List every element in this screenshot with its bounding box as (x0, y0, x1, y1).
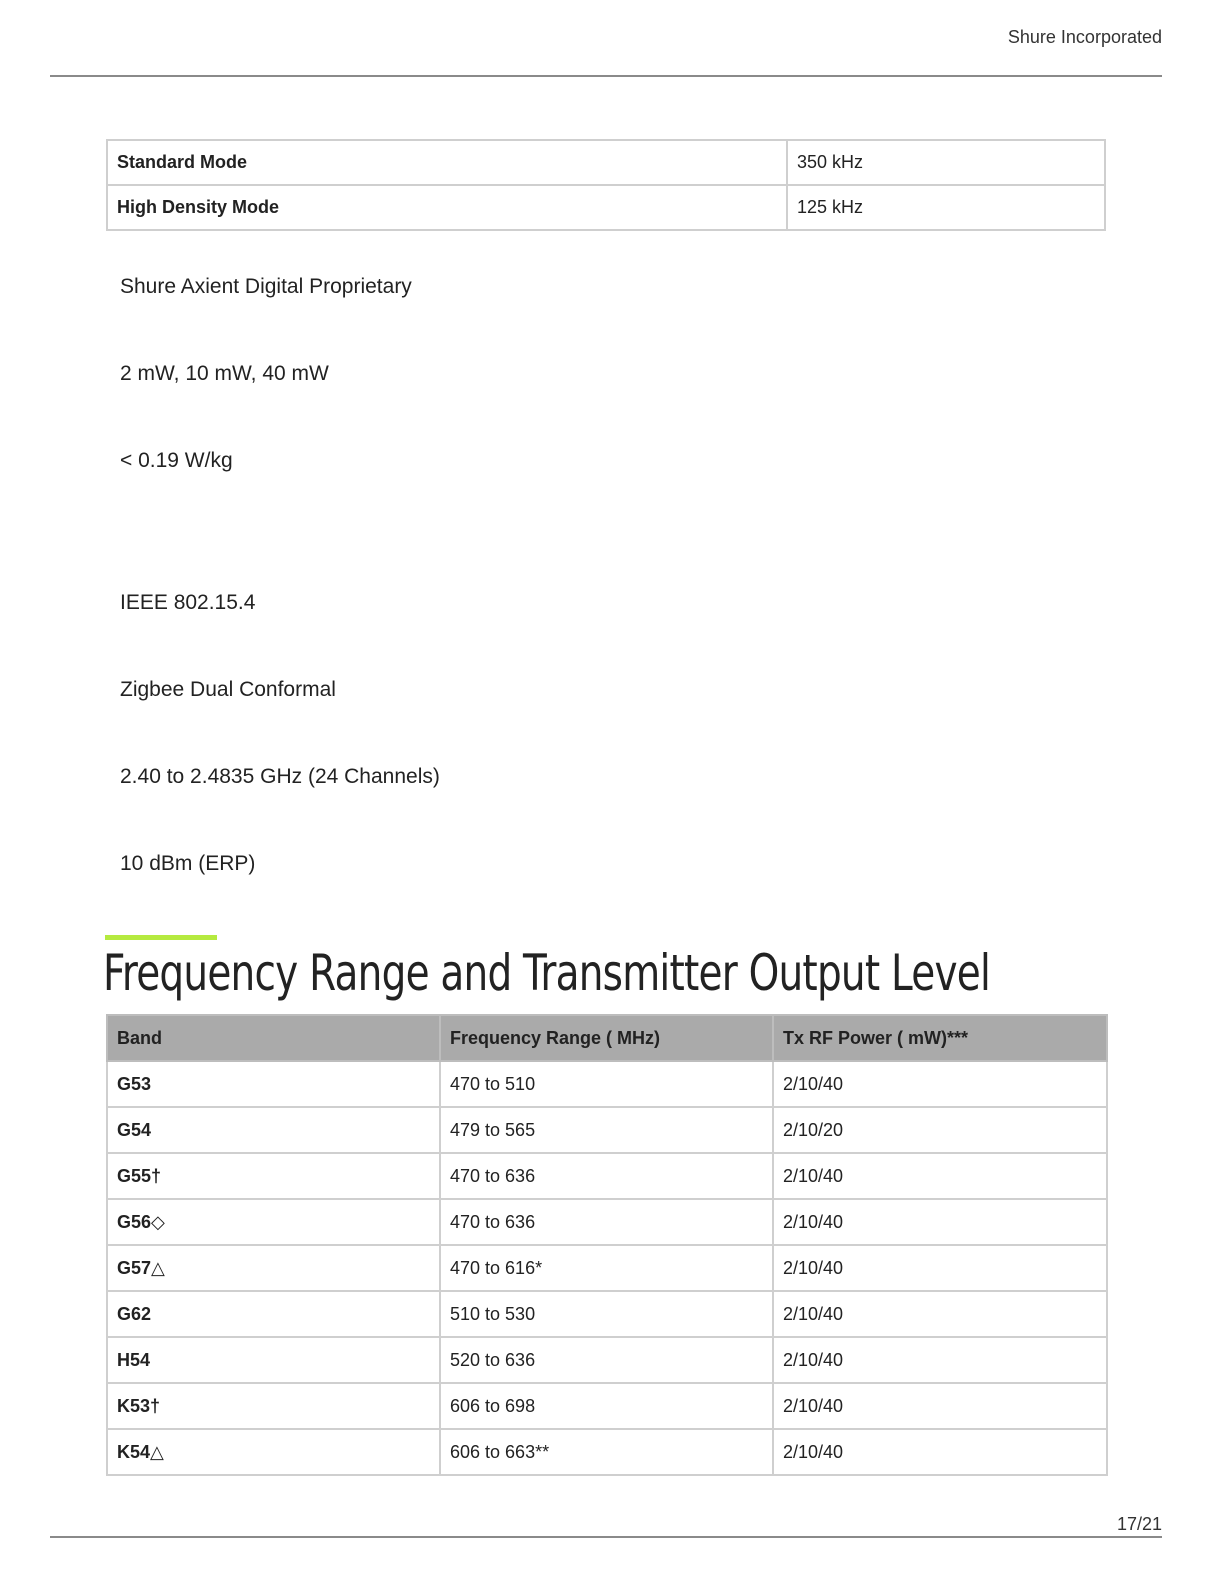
table-row (107, 1337, 1107, 1383)
table-row (107, 1429, 1107, 1475)
frequency-table (106, 1014, 1108, 1476)
frequency-cell: 520 to 636 (440, 1337, 773, 1383)
table-row (107, 1061, 1107, 1107)
header-divider (50, 75, 1162, 77)
band-cell: G54 (107, 1107, 440, 1153)
column-header-frequency: Frequency Range ( MHz) (440, 1015, 773, 1061)
page-number: 17/21 (1116, 1514, 1162, 1534)
section-title: Frequency Range and Transmitter Output Level (103, 944, 991, 1002)
power-cell: 2/10/40 (773, 1199, 1107, 1245)
frequency-cell: 510 to 530 (440, 1291, 773, 1337)
power-cell: 2/10/40 (773, 1429, 1107, 1475)
column-header-power: Tx RF Power ( mW)*** (773, 1015, 1107, 1061)
frequency-cell: 470 to 510 (440, 1061, 773, 1107)
table-row (107, 185, 1105, 230)
table-header-row (107, 1015, 1107, 1061)
frequency-cell: 470 to 616* (440, 1245, 773, 1291)
bandwidth-label: Standard Mode (107, 140, 787, 185)
table-row (107, 1383, 1107, 1429)
spec-sar: < 0.19 W/kg (120, 449, 233, 472)
spec-network-standard: IEEE 802.15.4 (120, 591, 256, 614)
band-cell: H54 (107, 1337, 440, 1383)
footer-divider (50, 1536, 1162, 1538)
band-cell: G56◇ (107, 1199, 440, 1245)
power-cell: 2/10/40 (773, 1153, 1107, 1199)
bandwidth-value: 350 kHz (787, 140, 1105, 185)
band-cell: G53 (107, 1061, 440, 1107)
bandwidth-value: 125 kHz (787, 185, 1105, 230)
band-cell: K54△ (107, 1429, 440, 1475)
spec-power-levels: 2 mW, 10 mW, 40 mW (120, 362, 329, 385)
power-cell: 2/10/20 (773, 1107, 1107, 1153)
spec-network-frequency: 2.40 to 2.4835 GHz (24 Channels) (120, 765, 440, 788)
frequency-cell: 470 to 636 (440, 1153, 773, 1199)
power-cell: 2/10/40 (773, 1245, 1107, 1291)
frequency-cell: 470 to 636 (440, 1199, 773, 1245)
spec-modulation: Shure Axient Digital Proprietary (120, 275, 412, 298)
power-cell: 2/10/40 (773, 1291, 1107, 1337)
spec-network-protocol: Zigbee Dual Conformal (120, 678, 336, 701)
frequency-cell: 606 to 698 (440, 1383, 773, 1429)
band-cell: G55† (107, 1153, 440, 1199)
band-cell: G62 (107, 1291, 440, 1337)
table-row (107, 1153, 1107, 1199)
table-row (107, 1199, 1107, 1245)
spec-network-power: 10 dBm (ERP) (120, 852, 256, 875)
frequency-cell: 606 to 663** (440, 1429, 773, 1475)
table-row (107, 140, 1105, 185)
power-cell: 2/10/40 (773, 1337, 1107, 1383)
band-cell: K53† (107, 1383, 440, 1429)
table-row (107, 1107, 1107, 1153)
section-accent-bar (105, 935, 217, 940)
table-row (107, 1291, 1107, 1337)
page-header-company: Shure Incorporated (1007, 27, 1162, 47)
column-header-band: Band (107, 1015, 440, 1061)
bandwidth-table (106, 139, 1106, 231)
table-row (107, 1245, 1107, 1291)
bandwidth-label: High Density Mode (107, 185, 787, 230)
frequency-cell: 479 to 565 (440, 1107, 773, 1153)
power-cell: 2/10/40 (773, 1061, 1107, 1107)
power-cell: 2/10/40 (773, 1383, 1107, 1429)
band-cell: G57△ (107, 1245, 440, 1291)
